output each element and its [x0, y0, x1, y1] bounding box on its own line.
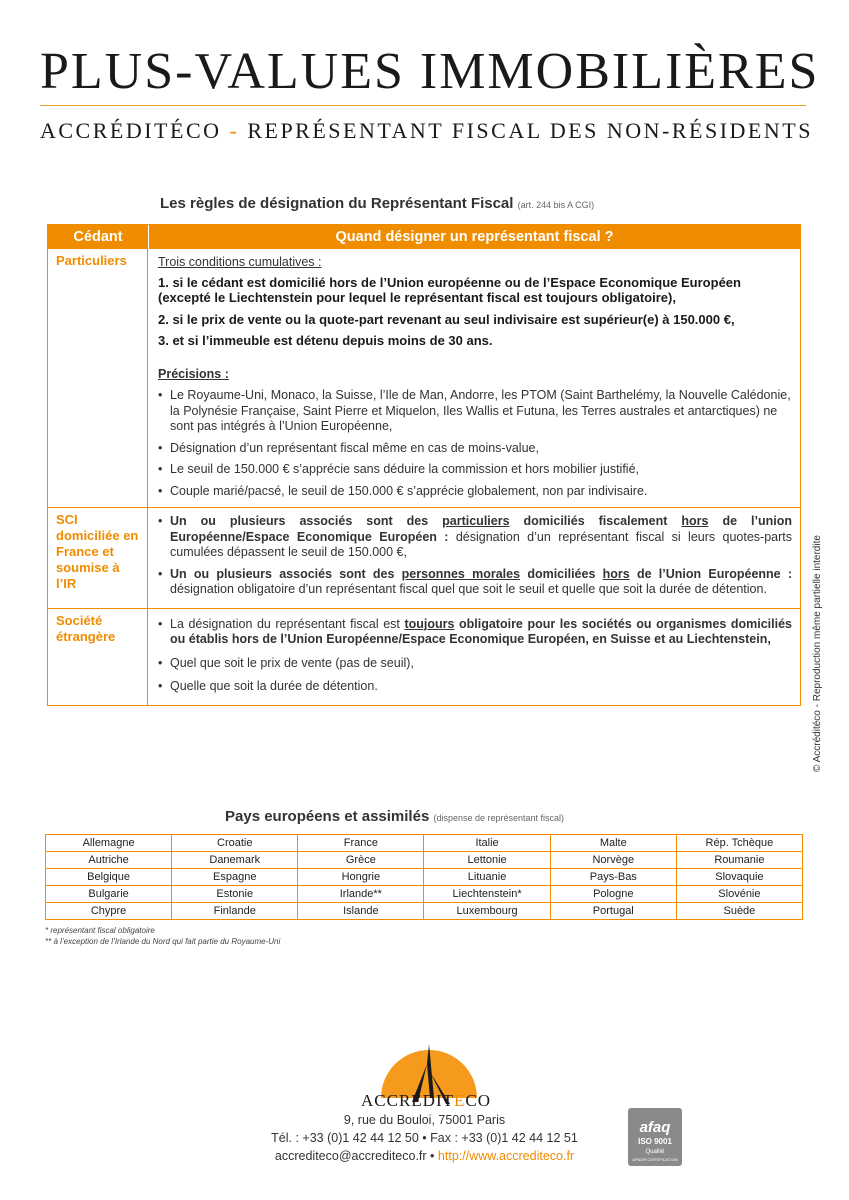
rule-societe — [148, 609, 800, 705]
pays-row — [46, 903, 803, 920]
condition-2: 2. si le prix de vente ou la quote-part revenant au seul indivisaire est supérieur(e) à 150.000 €, — [158, 311, 735, 327]
rules-row-particuliers — [48, 249, 800, 507]
afaq-certification-badge — [628, 1108, 682, 1166]
pays-cell: Bulgarie — [46, 886, 172, 903]
pays-cell: Roumanie — [676, 852, 802, 869]
pays-cell: Espagne — [172, 869, 298, 886]
cedant-particuliers: Particuliers — [48, 249, 148, 507]
pays-cell: Portugal — [550, 903, 676, 920]
societe-bullet-1: • La désignation du représentant fiscal est toujours obligatoire pour les sociétés ou organismes domiciliés ou établis hors de l’Union Européenne/Espace Economique Européen, en Suisse et au Liechtenstein, — [158, 617, 792, 648]
pays-cell: Pays-Bas — [550, 869, 676, 886]
pays-cell: Belgique — [46, 869, 172, 886]
col-header-quand: Quand désigner un représentant fiscal ? — [335, 229, 614, 245]
footnote-1: * représentant fiscal obligatoire — [45, 926, 155, 935]
precision-4: • Couple marié/pacsé, le seuil de 150.000 € s’apprécie globalement, non par indivisaire. — [158, 484, 792, 500]
pays-cell: Croatie — [172, 835, 298, 852]
pays-cell: Lettonie — [424, 852, 550, 869]
rules-heading — [160, 195, 594, 212]
subtitle-text: REPRÉSENTANT FISCAL DES NON-RÉSIDENTS — [247, 118, 813, 143]
footer-address: 9, rue du Bouloi, 75001 Paris — [343, 1113, 506, 1127]
conditions-intro: Trois conditions cumulatives : — [158, 255, 322, 269]
pays-cell: Chypre — [46, 903, 172, 920]
afaq-norm: ISO 9001 — [638, 1137, 672, 1146]
page-subtitle — [40, 118, 820, 144]
col-header-cedant: Cédant — [48, 225, 149, 249]
footer-contact — [0, 1149, 849, 1163]
pays-cell: Lituanie — [424, 869, 550, 886]
pays-cell: Finlande — [172, 903, 298, 920]
pays-cell: Slovaquie — [676, 869, 802, 886]
rules-heading-ref: (art. 244 bis A CGI) — [517, 200, 595, 210]
precisions-label: Précisions : — [158, 366, 229, 381]
pays-row — [46, 835, 803, 852]
sci-bullet-2: • Un ou plusieurs associés sont des personnes morales domiciliées hors de l’Union Européenne : désignation obligatoire d’un représentant fiscal quel que soit le seuil et quelle que soit la durée de détention. — [158, 567, 792, 598]
pays-row — [46, 869, 803, 886]
pays-cell: Malte — [550, 835, 676, 852]
pays-cell: Allemagne — [46, 835, 172, 852]
pays-cell: Autriche — [46, 852, 172, 869]
sci-bullet-1: • Un ou plusieurs associés sont des particuliers domiciliés fiscalement hors de l’union Européenne/Espace Economique Européen : désignation d’un représentant fiscal si leurs quotes-parts cumulées dépassent le seuil de 150.000 €, — [158, 514, 792, 561]
pays-cell: France — [298, 835, 424, 852]
footer-phone: Tél. : +33 (0)1 42 44 12 50 • Fax : +33 (0)1 42 44 12 51 — [271, 1131, 578, 1145]
pays-cell: Liechtenstein* — [424, 886, 550, 903]
afaq-sub: AFNOR CERTIFICATION — [632, 1157, 678, 1162]
condition-3: 3. et si l’immeuble est détenu depuis moins de 30 ans. — [158, 333, 493, 348]
pays-cell: Estonie — [172, 886, 298, 903]
footnote-2: ** à l’exception de l’Irlande du Nord qui fait partie du Royaume-Uni — [45, 937, 281, 946]
cedant-sci: SCI domiciliée en France et soumise à l’IR — [48, 508, 148, 608]
page-title: PLUS-VALUES IMMOBILIÈRES — [40, 43, 820, 100]
precision-3: • Le seuil de 150.000 € s’apprécie sans déduire la commission et hors mobilier justifié, — [158, 462, 792, 478]
rule-sci — [148, 508, 800, 608]
pays-cell: Pologne — [550, 886, 676, 903]
pays-cell: Norvège — [550, 852, 676, 869]
footnotes — [45, 925, 280, 947]
pays-row — [46, 886, 803, 903]
subtitle-separator: - — [229, 118, 240, 143]
copyright-note: © Accréditéco - Reproduction même partielle interdite — [812, 535, 823, 772]
precision-1: • Le Royaume-Uni, Monaco, la Suisse, l’Ile de Man, Andorre, les PTOM (Saint Barthelémy, la Nouvelle Calédonie, la Polynésie Française, Saint Pierre et Miquelon, Iles Wallis et Futuna, les Terres australes et antarctiques) ne sont pas intégrés à l’Union Européenne, — [158, 388, 792, 435]
condition-1: 1. si le cédant est domicilié hors de l’Union européenne ou de l’Espace Economique Européen (excepté le Liechtenstein pour lequel le représentant fiscal est toujours obligatoire), — [158, 274, 741, 305]
logo-wordmark: ACCREDITECO — [360, 1091, 491, 1110]
pays-cell: Hongrie — [298, 869, 424, 886]
rules-table-header — [48, 225, 800, 249]
pays-row — [46, 852, 803, 869]
footer-email[interactable]: accrediteco@accrediteco.fr — [274, 1149, 427, 1163]
societe-bullet-2: • Quel que soit le prix de vente (pas de seuil), — [158, 656, 792, 672]
pays-cell: Danemark — [172, 852, 298, 869]
pays-cell: Slovénie — [676, 886, 802, 903]
pays-cell: Islande — [298, 903, 424, 920]
societe-bullet-3: • Quelle que soit la durée de détention. — [158, 679, 792, 695]
rules-heading-text: Les règles de désignation du Représentant Fiscal — [160, 195, 514, 212]
title-divider — [40, 105, 806, 106]
rules-row-sci — [48, 507, 800, 608]
rule-particuliers — [148, 249, 800, 507]
pays-cell: Irlande** — [298, 886, 424, 903]
pays-heading-note: (dispense de représentant fiscal) — [433, 813, 565, 823]
pays-heading — [225, 808, 564, 825]
pays-cell: Rép. Tchèque — [676, 835, 802, 852]
subtitle-brand: ACCRÉDITÉCO — [40, 118, 222, 143]
cedant-societe: Société étrangère — [48, 609, 148, 705]
precision-2: • Désignation d’un représentant fiscal même en cas de moins-value, — [158, 441, 792, 457]
rules-row-societe — [48, 608, 800, 705]
pays-cell: Suède — [676, 903, 802, 920]
pays-cell: Luxembourg — [424, 903, 550, 920]
footer-bullet: • — [430, 1149, 435, 1163]
footer-url[interactable]: http://www.accrediteco.fr — [437, 1149, 575, 1163]
pays-cell: Grèce — [298, 852, 424, 869]
afaq-label: Qualité — [645, 1149, 665, 1155]
pays-cell: Italie — [424, 835, 550, 852]
pays-table — [45, 834, 803, 920]
pays-heading-text: Pays européens et assimilés — [225, 808, 430, 825]
afaq-brand: afaq — [639, 1119, 671, 1136]
rules-table — [47, 224, 801, 706]
